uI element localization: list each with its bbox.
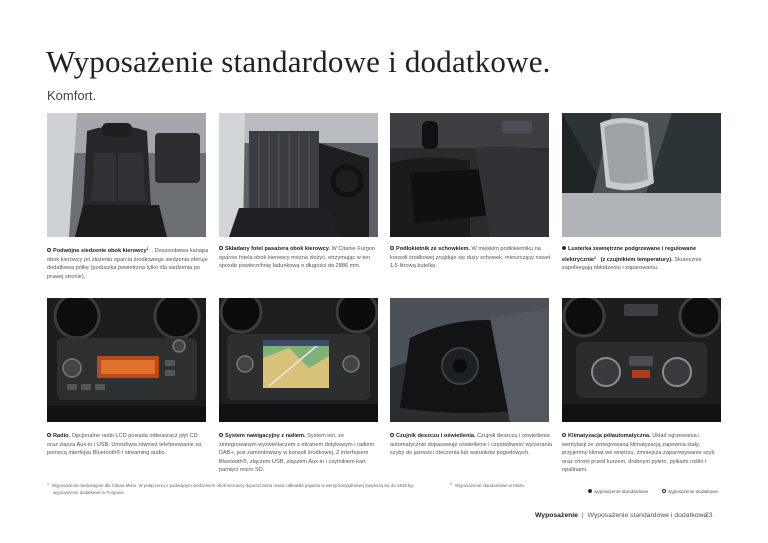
caption-navigation-system (219, 432, 381, 475)
caption-heading: Podłokietnik ze schowkiem. (396, 246, 470, 252)
caption-heading-tail: (z czujnikiem temperatury). (599, 256, 673, 263)
footer-section: Wyposażenie (535, 512, 578, 519)
footnote-2 (450, 481, 560, 490)
optional-equipment-icon (390, 433, 394, 437)
page-title: Wyposażenie standardowe i dodatkowe. (46, 44, 551, 79)
standard-equipment-icon (588, 489, 592, 493)
caption-heading: System nawigacyjny z radiem. (225, 433, 306, 439)
footnote-mark: 2 (450, 482, 452, 486)
air-conditioning-photo (562, 298, 721, 422)
legend-optional-label: wyposażenie dodatkowe (668, 489, 719, 494)
caption-folding-passenger-seat (219, 245, 381, 271)
caption-text: . Dwuosobowa kanapa obok kierowcy po złożeniu oparcia środkowego siedzenia oferuje dodatkową półkę (poduszka powietrzna tylko dla siedzenia po prawej stronie). (47, 248, 209, 280)
page-footer (535, 512, 707, 519)
footnote-text: Wyposażenie niedostępne dla Citana Mixto. W połączeniu z podwójnym siedzeniem obok kierowcy dopuszczalna masa całkowita pojazdu w wersji kompaktowej zwiększa się do 1810 kg. (52, 483, 414, 488)
footnote-mark: 1 (47, 482, 49, 486)
radio-photo (47, 298, 206, 422)
caption-rain-light-sensor (390, 432, 552, 458)
optional-equipment-icon (47, 433, 51, 437)
page-number: 23 (705, 512, 713, 519)
optional-equipment-icon (390, 246, 394, 250)
caption-heading: Klimatyzacja półautomatyczna. (568, 433, 651, 439)
footnote-ref: 2 (594, 255, 597, 260)
caption-text: Opcjonalne radio LCD posiada odtwarzacz płyt CD oraz złącza Aux-in i USB. Umożliwia również telefonowanie za pomocą interfejsu Bluetooth® i streaming audio. (47, 433, 202, 457)
footnote-text: Wyposażenie standardowe w Mixto. (455, 483, 525, 488)
navigation-system-photo (219, 298, 378, 422)
standard-equipment-icon (562, 246, 566, 250)
footer-separator: | (581, 512, 584, 519)
optional-equipment-icon (562, 433, 566, 437)
legend-standard-label: wyposażenie standardowe (594, 489, 649, 494)
footnote-1 (47, 481, 447, 496)
caption-heading: Radio. (53, 433, 71, 439)
caption-text: Czujnik deszczu i oświetlenia automatycznie dopasowuje oświetlenie i częstotliwość wycierania szyby do jasności otoczenia lub warunków pogodowych. (390, 433, 552, 457)
caption-text: Skutecznie zapobiegają obłodzeniu i zaparowaniu. (562, 256, 702, 272)
caption-text: Układ ogrzewania i wentylacji ze zintegrowaną klimatyzacją zapewnia stały, przyjemny klimat we wnętrzu, zmniejsza zaparowywanie szyb oraz chroni przed kurzem, drobnym pyłem, pyłkami roślin i opalinami. (562, 433, 715, 474)
footnote-text-continued: wyposażenie dodatkowe w Furgonie. (53, 489, 125, 495)
footer-chapter: Wyposażenie standardowe i dodatkowe (587, 512, 708, 519)
legend-standard (588, 489, 648, 494)
page-subtitle: Komfort. (47, 88, 97, 103)
folding-passenger-seat-photo (219, 113, 378, 237)
optional-equipment-icon (47, 248, 51, 252)
caption-armrest-storage (390, 245, 552, 271)
caption-heading: Podwójne siedzenie obok kierowcy (53, 248, 147, 254)
double-passenger-seat-photo (47, 113, 206, 237)
heated-mirror-photo (562, 113, 721, 237)
legend-optional (662, 489, 718, 494)
caption-text: System ten, ze zintegrowanym wyświetlaczem z ekranem dotykowym i radiem DAB+, jest zamontowany w konsoli środkowej. Z interfejsem Bluetooth®, złączem USB, złączem Aux-in i czytnikiem kart pamięci micro SD. (219, 433, 375, 474)
caption-radio (47, 432, 209, 458)
rain-light-sensor-photo (390, 298, 549, 422)
optional-equipment-icon (219, 433, 223, 437)
caption-heated-mirror (562, 245, 724, 273)
caption-double-passenger-seat (47, 245, 209, 281)
caption-air-conditioning (562, 432, 724, 475)
optional-equipment-icon (662, 489, 666, 493)
caption-heading: Składany fotel pasażera obok kierowcy. (225, 246, 330, 252)
caption-text: W Citanie Furgon oparcie fotela obok kierowcy można złożyć, otrzymując w ten sposób powierzchnię ładunkową o długości do 2886 mm. (219, 246, 376, 270)
caption-heading: Czujnik deszczu i oświetlenia. (396, 433, 476, 439)
footnote-ref: 1 (146, 247, 149, 251)
optional-equipment-icon (219, 246, 223, 250)
caption-heading: Lusterka zewnętrzne podgrzewane i regulowane elektrycznie (562, 246, 697, 263)
caption-text: W miękkim podłokietniku na konsoli środkowej znajduje się duży schowek, mieszczący nawet 1,5-litrową butelkę. (390, 246, 551, 270)
armrest-storage-photo (390, 113, 549, 237)
